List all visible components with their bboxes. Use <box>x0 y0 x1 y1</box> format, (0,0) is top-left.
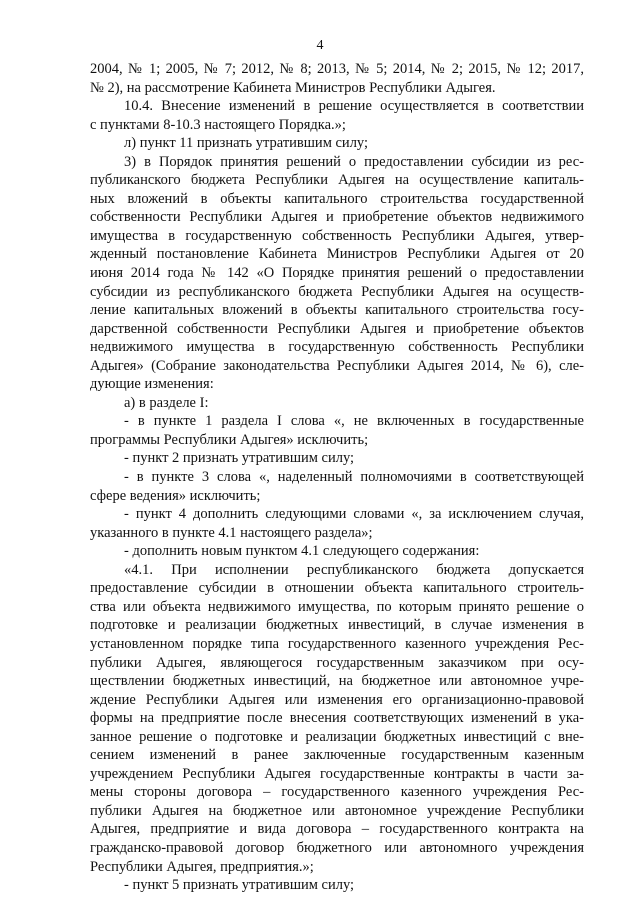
text-line: формы на предприятие после внесения соответствующих изменений в ука- <box>90 710 584 727</box>
text-line: ление капитальных вложений в объекты капитального строительства госу- <box>90 302 584 319</box>
text-line: Республики Адыгея, предприятия.»; <box>90 858 314 875</box>
text-line: публики Адыгея, являющегося государственным заказчиком при осу- <box>90 654 584 671</box>
text-line: публиканского бюджета Республики Адыгея на осуществление капиталь- <box>90 172 584 189</box>
text-line: - пункт 2 признать утратившим силу; <box>124 450 355 467</box>
text-line: собственности Республики Адыгея и приобретение объектов недвижимого <box>90 209 584 226</box>
text-line: дарственной собственности Республики Адыгея и приобретение объектов <box>90 320 584 337</box>
text-line: субсидии из республиканского бюджета Республики Адыгея на осуществ- <box>90 283 584 300</box>
text-line: имущества в государственную собственность Республики Адыгея, утвер- <box>90 227 584 244</box>
text-line: дующие изменения: <box>90 376 214 393</box>
text-line: - дополнить новым пунктом 4.1 следующего содержания: <box>124 543 480 560</box>
text-line: № 2), на рассмотрение Кабинета Министров Республики Адыгея. <box>90 79 496 96</box>
text-line: публики Адыгея на бюджетное или автономное учреждение Республики <box>90 802 584 819</box>
text-line: с пунктами 8-10.3 настоящего Порядка.»; <box>90 116 346 133</box>
text-line: сением изменений в ранее заключенные государственным казенным <box>90 747 584 764</box>
text-line: а) в разделе I: <box>124 394 209 411</box>
text-line: программы Республики Адыгея» исключить; <box>90 431 369 448</box>
text-line: - пункт 5 признать утратившим силу; <box>124 877 355 894</box>
document-body <box>90 60 584 895</box>
text-line: 2004, № 1; 2005, № 7; 2012, № 8; 2013, № 5; 2014, № 2; 2015, № 12; 2017, <box>90 61 584 77</box>
text-line: ждение Республики Адыгея или изменения его организационно-правовой <box>90 691 584 708</box>
text-line: недвижимого имущества в государственную собственность Республики <box>90 339 584 356</box>
text-line: сфере ведения» исключить; <box>90 487 261 504</box>
text-line: указанного в пункте 4.1 настоящего раздела»; <box>90 524 373 541</box>
text-line: Адыгея» (Собрание законодательства Республики Адыгея 2014, № 6), сле- <box>90 357 584 374</box>
text-line: ных вложений в объекты капитального строительства государственной <box>90 190 584 207</box>
text-line: мены стороны договора – государственного казенного учреждения Рес- <box>90 784 584 801</box>
text-line: июня 2014 года № 142 «О Порядке принятия решений о предоставлении <box>90 265 584 282</box>
text-line: л) пункт 11 признать утратившим силу; <box>124 135 369 152</box>
text-line: жденный постановление Кабинета Министров Республики Адыгея от 20 <box>90 246 584 263</box>
text-line: ства или объекта недвижимого имущества, по которым принято решение о <box>90 598 584 615</box>
text-line: - в пункте 1 раздела I слова «, не включенных в государственные <box>124 413 584 430</box>
text-line: установленном порядке типа государственного казенного учреждения Рес- <box>90 635 584 652</box>
text-line: гражданско-правовой договор бюджетного или автономного учреждения <box>90 839 584 856</box>
text-line: Адыгея, предприятие и вида договора – государственного контракта на <box>90 821 584 838</box>
text-line: 3) в Порядок принятия решений о предоставлении субсидии из рес- <box>124 153 584 170</box>
text-line: ществлении бюджетных инвестиций, на бюджетное или автономное учре- <box>90 673 584 690</box>
text-line: занное решение о подготовке и реализации бюджетных инвестиций с вне- <box>90 728 584 745</box>
text-line: - пункт 4 дополнить следующими словами «, за исключением случая, <box>124 506 584 523</box>
text-line: подготовке и реализации бюджетных инвестиций, в случае изменения в <box>90 617 584 634</box>
text-line: 10.4. Внесение изменений в решение осуществляется в соответствии <box>124 98 584 115</box>
text-line: предоставление субсидии в отношении объекта капитального строитель- <box>90 580 584 597</box>
text-line: учреждением Республики Адыгея государственные контракты в части за- <box>90 765 584 782</box>
text-line: - в пункте 3 слова «, наделенный полномочиями в соответствующей <box>124 469 584 486</box>
text-line: «4.1. При исполнении республиканского бюджета допускается <box>124 561 584 578</box>
page-number: 4 <box>316 38 324 53</box>
